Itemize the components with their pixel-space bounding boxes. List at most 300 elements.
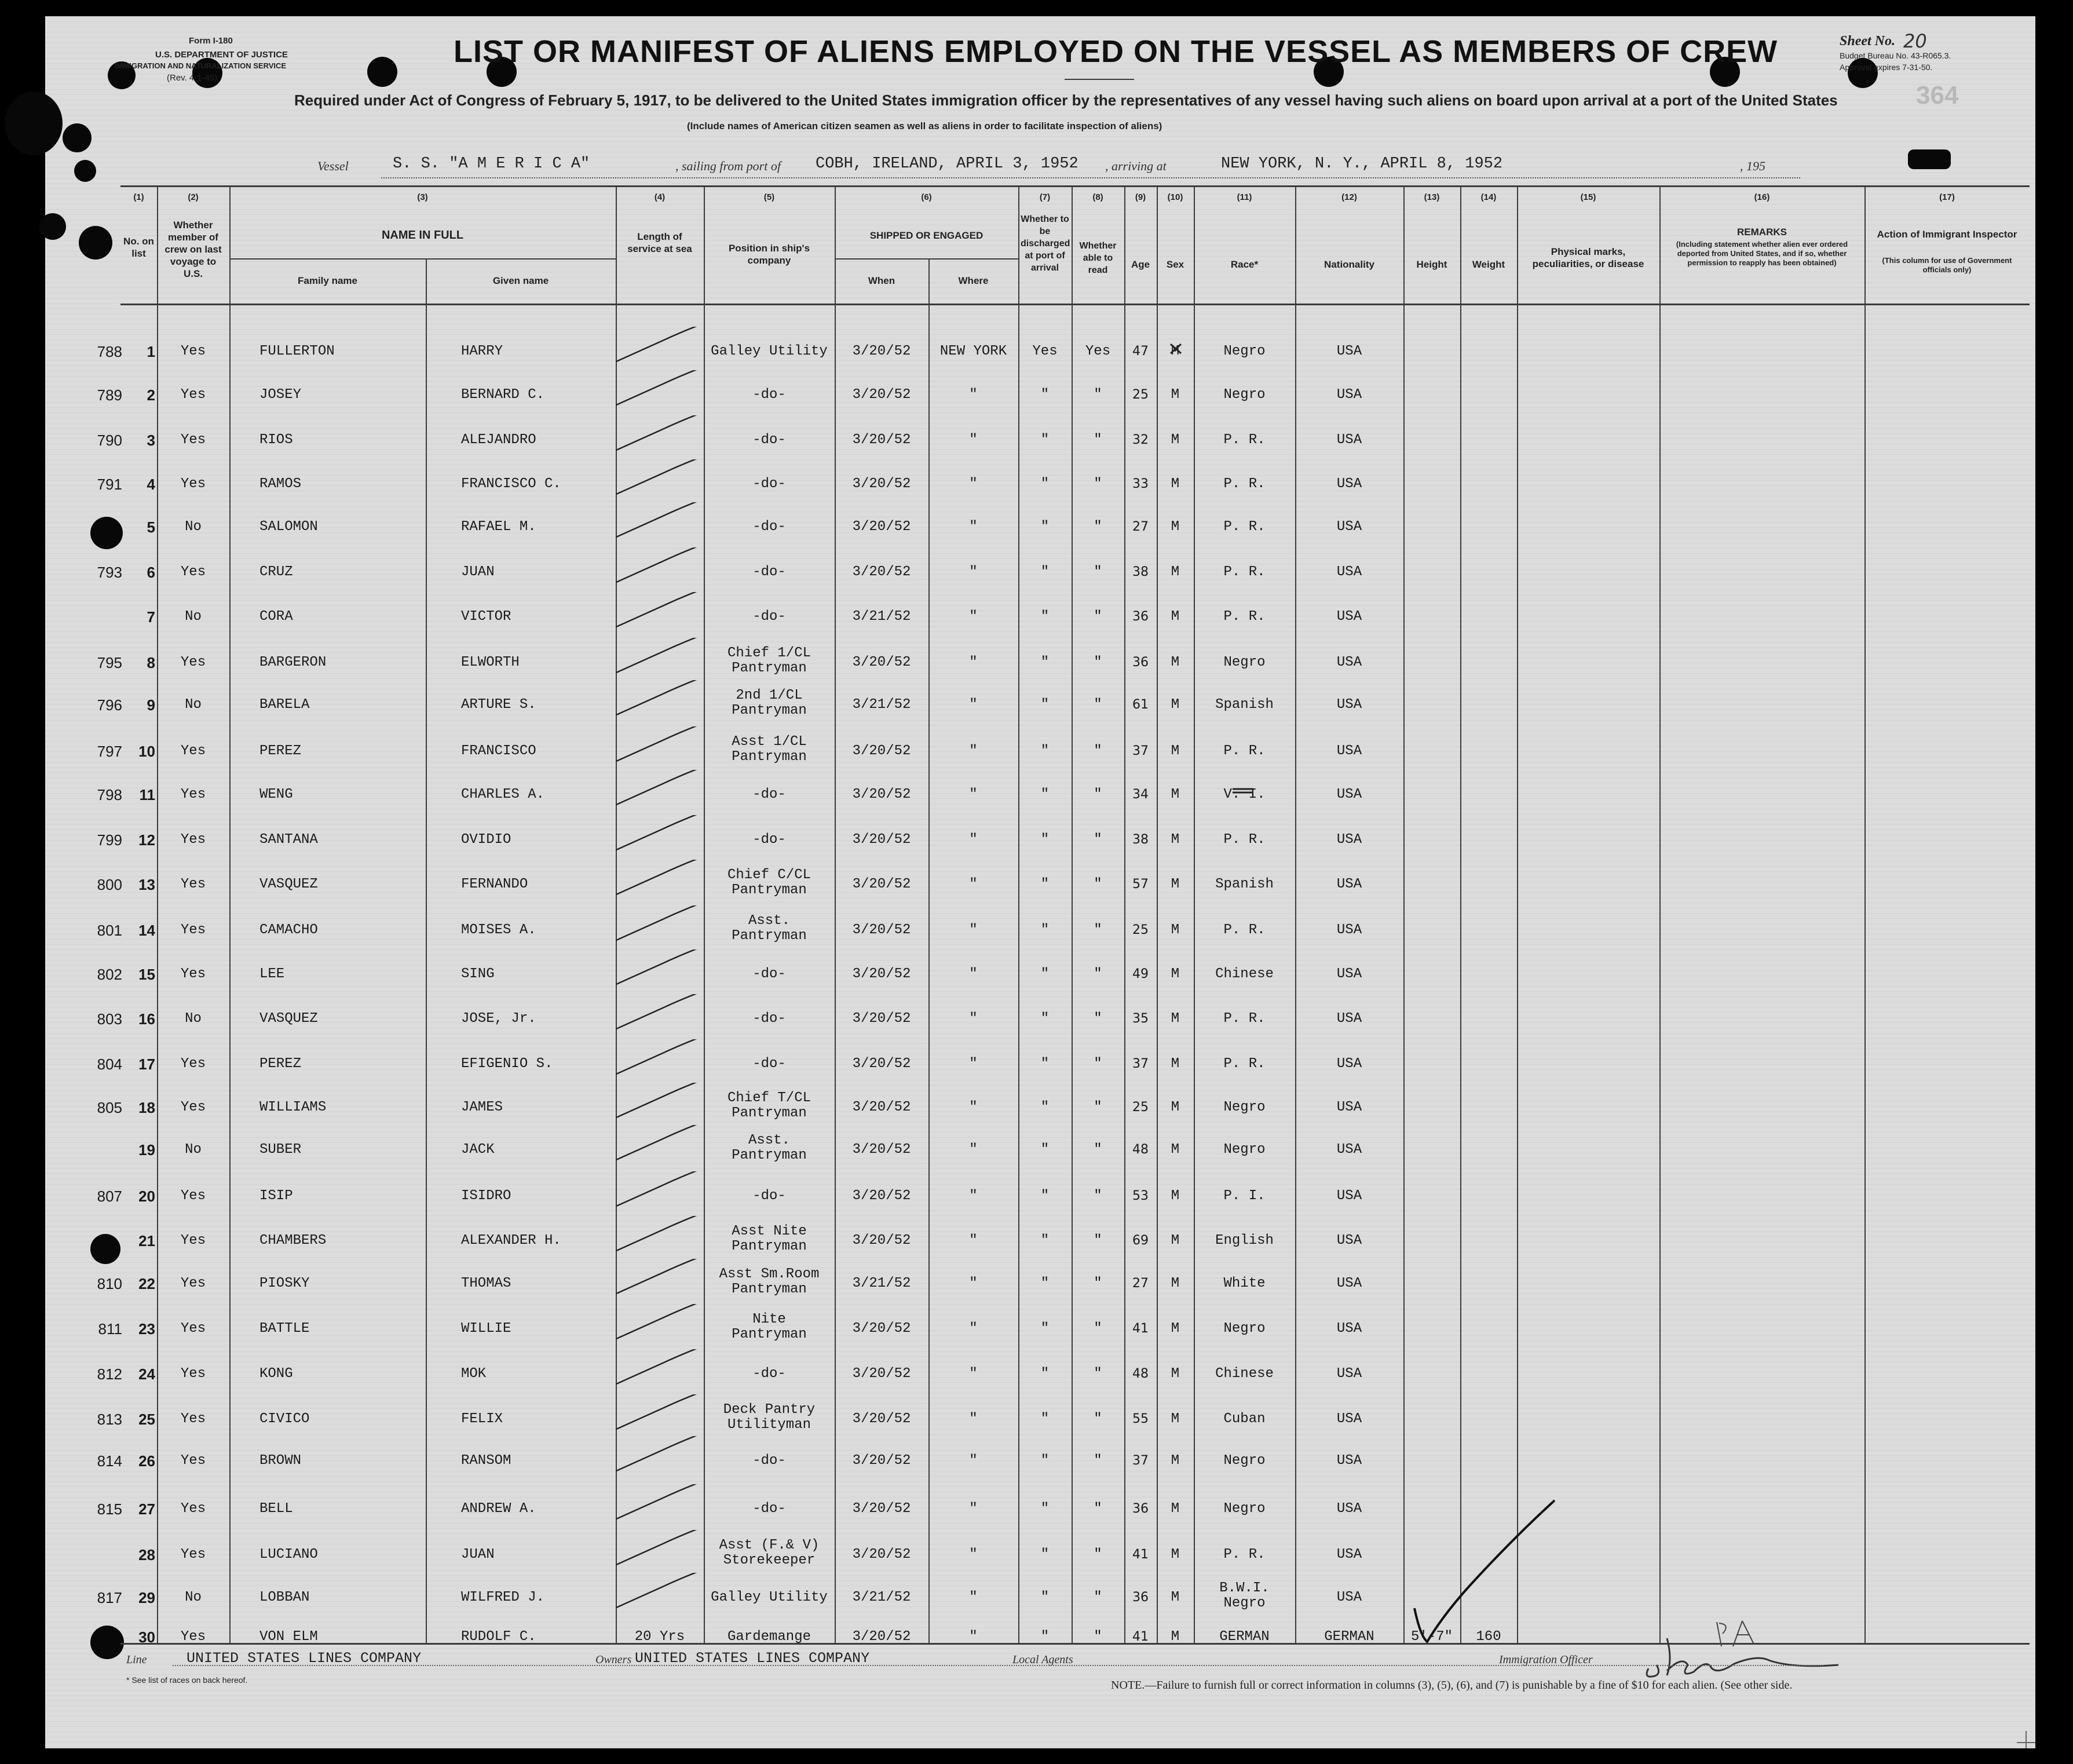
last-voyage-cell: Yes — [180, 564, 206, 580]
age-cell: 36 — [1132, 1502, 1149, 1516]
margin-number: 801 — [97, 922, 122, 939]
margin-number: 791 — [97, 476, 122, 493]
able-to-read-cell: " — [1094, 697, 1102, 713]
family-name-cell: CRUZ — [259, 564, 293, 580]
age-cell: 61 — [1132, 697, 1149, 712]
sex-cell: M — [1171, 432, 1180, 448]
footer-underline — [173, 1665, 1823, 1666]
nationality-cell: USA — [1336, 1321, 1362, 1336]
margin-number: 798 — [97, 786, 122, 804]
position-cell: Chief 1/CL Pantryman — [727, 645, 811, 676]
vessel-label: Vessel — [317, 159, 349, 173]
shipped-when-cell: 3/20/52 — [852, 1453, 911, 1469]
nationality-cell: USA — [1336, 1366, 1362, 1382]
last-voyage-cell: Yes — [180, 387, 206, 403]
shipped-where-cell: " — [969, 1590, 978, 1605]
shipped-where-cell: " — [969, 1276, 978, 1291]
discharged-cell: " — [1040, 832, 1050, 848]
discharged-cell: " — [1040, 1453, 1050, 1469]
race-cell: B.W.I. Negro — [1219, 1580, 1270, 1611]
family-name-cell: FULLERTON — [259, 344, 335, 359]
discharged-cell: " — [1040, 1590, 1050, 1605]
shipped-when-cell: 3/20/52 — [852, 1411, 911, 1427]
last-voyage-cell: Yes — [180, 876, 206, 892]
position-cell: Chief C/CL Pantryman — [727, 867, 811, 898]
row-number: 1 — [147, 343, 155, 360]
col-num-7: (7) — [1039, 192, 1051, 202]
race-cell: GERMAN — [1219, 1629, 1270, 1645]
col-num-9: (9) — [1135, 192, 1146, 202]
last-voyage-cell: Yes — [180, 1321, 206, 1336]
able-to-read-cell: " — [1094, 1629, 1102, 1645]
row-number: 28 — [138, 1546, 155, 1564]
shipped-when-cell: 3/20/52 — [852, 564, 911, 580]
col-num-12: (12) — [1341, 192, 1357, 202]
given-name-cell: JOSE, Jr. — [461, 1011, 536, 1027]
family-name-cell: LUCIANO — [259, 1547, 318, 1562]
race-cell: P. R. — [1223, 519, 1266, 535]
able-to-read-cell: " — [1094, 432, 1102, 448]
given-name-cell: RAFAEL M. — [461, 519, 536, 535]
nationality-cell: USA — [1336, 387, 1362, 403]
col-header-position: Position in ship's company — [728, 243, 810, 266]
position-cell: Asst Nite Pantryman — [732, 1224, 807, 1254]
nationality-cell: USA — [1336, 1142, 1362, 1157]
last-voyage-cell: No — [185, 519, 202, 535]
position-cell: -do- — [752, 1056, 786, 1072]
last-voyage-cell: No — [185, 1590, 202, 1605]
able-to-read-cell: " — [1094, 1547, 1102, 1562]
sex-cell: M — [1171, 1453, 1180, 1469]
given-name-cell: BERNARD C. — [461, 387, 545, 403]
race-cell: Cuban — [1223, 1411, 1266, 1427]
nationality-cell: USA — [1336, 1233, 1362, 1248]
shipped-when-cell: 3/20/52 — [852, 832, 911, 848]
col-num-17: (17) — [1939, 192, 1955, 202]
position-cell: Nite Pantryman — [732, 1312, 807, 1342]
given-name-cell: MOK — [461, 1366, 487, 1382]
race-cell: Negro — [1223, 1501, 1266, 1517]
given-name-cell: HARRY — [461, 344, 503, 359]
position-cell: -do- — [752, 1501, 786, 1517]
nationality-cell: USA — [1336, 564, 1362, 580]
col-num-8: (8) — [1092, 192, 1103, 202]
sailing-port: COBH, IRELAND, APRIL 3, 1952 — [816, 155, 1078, 173]
margin-number: 804 — [97, 1056, 122, 1073]
col-num-11: (11) — [1237, 192, 1252, 202]
position-cell: -do- — [752, 1366, 786, 1382]
shipped-when-cell: 3/20/52 — [852, 876, 911, 892]
shipped-where-cell: " — [969, 476, 978, 492]
race-cell: P. R. — [1223, 476, 1266, 492]
sex-cell: M — [1171, 655, 1180, 670]
shipped-where-cell: " — [969, 1453, 978, 1469]
shipped-where-cell: " — [969, 432, 978, 448]
age-cell: 47 — [1132, 344, 1149, 359]
service-cell: 20 Yrs — [634, 1629, 685, 1645]
able-to-read-cell: " — [1094, 922, 1102, 938]
shipped-when-cell: 3/20/52 — [852, 344, 911, 359]
nationality-cell: USA — [1336, 1011, 1362, 1027]
able-to-read-cell: " — [1094, 743, 1102, 759]
row-number: 2 — [147, 386, 155, 404]
age-cell: 25 — [1132, 388, 1149, 402]
family-name-cell: ISIP — [259, 1188, 293, 1204]
margin-number: 793 — [97, 564, 122, 581]
margin-number: 795 — [97, 654, 122, 671]
able-to-read-cell: " — [1094, 655, 1102, 670]
shipped-where-cell: " — [969, 876, 978, 892]
nationality-cell: USA — [1336, 787, 1362, 802]
family-name-cell: SALOMON — [259, 519, 318, 535]
race-cell: Negro — [1223, 1321, 1266, 1336]
family-name-cell: CORA — [259, 609, 293, 624]
given-name-cell: FRANCISCO C. — [461, 476, 561, 492]
race-cell: Negro — [1223, 344, 1266, 359]
margin-number: 802 — [97, 966, 122, 983]
nationality-cell: USA — [1336, 876, 1362, 892]
shipped-when-cell: 3/20/52 — [852, 1547, 911, 1562]
row-number: 20 — [138, 1188, 155, 1205]
age-cell: 57 — [1132, 877, 1149, 892]
sex-cell: M — [1171, 1142, 1180, 1157]
col-header-sex: Sex — [1166, 259, 1184, 270]
given-name-cell: SING — [461, 966, 495, 982]
last-voyage-cell: Yes — [180, 1100, 206, 1115]
position-cell: 2nd 1/CL Pantryman — [732, 688, 807, 718]
sex-cell: M — [1171, 1411, 1180, 1427]
sex-cell: M — [1171, 476, 1180, 492]
family-name-cell: WENG — [259, 787, 293, 802]
row-number: 12 — [138, 831, 155, 849]
shipped-where-cell: " — [969, 743, 978, 759]
nationality-cell: USA — [1336, 966, 1362, 982]
position-cell: Asst 1/CL Pantryman — [732, 734, 807, 765]
row-number: 30 — [138, 1628, 155, 1646]
position-cell: -do- — [752, 432, 786, 448]
shipped-where-cell: " — [969, 1100, 978, 1115]
row-number: 22 — [138, 1275, 155, 1292]
col-header-nationality: Nationality — [1324, 259, 1374, 270]
shipped-where-cell: " — [969, 1011, 978, 1027]
sex-cell: M — [1171, 1590, 1180, 1605]
sex-cell: M — [1171, 387, 1180, 403]
shipped-when-cell: 3/20/52 — [852, 1233, 911, 1248]
able-to-read-cell: " — [1094, 1056, 1102, 1072]
nationality-cell: USA — [1336, 832, 1362, 848]
age-cell: 49 — [1132, 967, 1149, 981]
family-name-cell: JOSEY — [259, 387, 302, 403]
shipped-when-cell: 3/20/52 — [852, 387, 911, 403]
sex-cell: M — [1171, 787, 1180, 802]
shipped-when-cell: 3/20/52 — [852, 432, 911, 448]
age-cell: 53 — [1132, 1189, 1149, 1203]
col-num-5: (5) — [763, 192, 775, 202]
discharged-cell: " — [1040, 1501, 1050, 1517]
row-number: 7 — [147, 608, 155, 626]
discharged-cell: " — [1040, 564, 1050, 580]
last-voyage-cell: Yes — [180, 787, 206, 802]
race-cell: P. I. — [1223, 1188, 1266, 1204]
race-cell: Chinese — [1215, 966, 1274, 982]
able-to-read-cell: " — [1094, 1011, 1102, 1027]
race-cell: P. R. — [1223, 609, 1266, 624]
page-title: LIST OR MANIFEST OF ALIENS EMPLOYED ON THE VESSEL AS MEMBERS OF CREW — [454, 34, 1778, 69]
race-cell: Negro — [1223, 1453, 1266, 1469]
col-header-remarks: REMARKS — [1737, 227, 1787, 238]
race-cell: Negro — [1223, 1100, 1266, 1115]
row-number: 18 — [138, 1099, 155, 1116]
margin-number: 797 — [97, 743, 122, 760]
race-cell: Negro — [1223, 387, 1266, 403]
family-name-cell: BARGERON — [259, 655, 327, 670]
row-number: 16 — [138, 1010, 155, 1028]
family-name-cell: RIOS — [259, 432, 293, 448]
col-num-13: (13) — [1424, 192, 1440, 202]
family-name-cell: BROWN — [259, 1453, 302, 1469]
age-cell: 37 — [1132, 1057, 1149, 1071]
discharged-cell: " — [1040, 697, 1050, 713]
col-header-where: Where — [958, 275, 989, 286]
row-number: 23 — [138, 1320, 155, 1338]
given-name-cell: JAMES — [461, 1100, 503, 1115]
owners-label: Owners — [595, 1653, 632, 1666]
discharged-cell: Yes — [1032, 344, 1058, 359]
nationality-cell: USA — [1336, 697, 1362, 713]
nationality-cell: USA — [1336, 344, 1362, 359]
family-name-cell: CHAMBERS — [259, 1233, 327, 1248]
margin-number: 788 — [97, 343, 122, 360]
nationality-cell: USA — [1336, 1188, 1362, 1204]
shipped-where-cell: " — [969, 832, 978, 848]
sex-cell: M — [1171, 564, 1180, 580]
able-to-read-cell: " — [1094, 1453, 1102, 1469]
shipped-when-cell: 3/20/52 — [852, 1501, 911, 1517]
nationality-cell: USA — [1336, 1056, 1362, 1072]
initials-mark — [1717, 1621, 1754, 1646]
discharged-cell: " — [1040, 743, 1050, 759]
discharged-cell: " — [1040, 922, 1050, 938]
able-to-read-cell: " — [1094, 832, 1102, 848]
sex-cell: M — [1171, 966, 1180, 982]
col-header-shipped: SHIPPED OR ENGAGED — [869, 230, 984, 241]
col-num-16: (16) — [1754, 192, 1770, 202]
discharged-cell: " — [1040, 1233, 1050, 1248]
col-num-2: (2) — [188, 192, 199, 202]
col-header-age: Age — [1131, 259, 1150, 270]
family-name-cell: BATTLE — [259, 1321, 310, 1336]
age-cell: 36 — [1132, 1590, 1149, 1605]
row-number: 27 — [138, 1500, 155, 1518]
age-cell: 27 — [1132, 1276, 1149, 1291]
position-cell: Deck Pantry Utilityman — [723, 1402, 816, 1433]
department: U.S. DEPARTMENT OF JUSTICE — [155, 50, 288, 60]
agents-label: Local Agents — [1012, 1653, 1073, 1666]
shipped-where-cell: " — [969, 1629, 978, 1645]
nationality-cell: USA — [1336, 1411, 1362, 1427]
margin-number: 817 — [97, 1589, 122, 1606]
race-cell: P. R. — [1223, 922, 1266, 938]
shipped-when-cell: 3/20/52 — [852, 787, 911, 802]
given-name-cell: ELWORTH — [461, 655, 520, 670]
shipped-where-cell: " — [969, 1411, 978, 1427]
position-cell: Gardemange — [727, 1629, 811, 1645]
officer-label: Immigration Officer — [1499, 1653, 1593, 1666]
given-name-cell: VICTOR — [461, 609, 511, 624]
arrival-port: NEW YORK, N. Y., APRIL 8, 1952 — [1221, 155, 1503, 173]
family-name-cell: WILLIAMS — [259, 1100, 327, 1115]
shipped-where-cell: " — [969, 1366, 978, 1382]
sex-cell: M — [1171, 743, 1180, 759]
discharged-cell: " — [1040, 1276, 1050, 1291]
family-name-cell: SUBER — [259, 1142, 302, 1157]
nationality-cell: USA — [1336, 922, 1362, 938]
col-header-last-voyage: Whether member of crew on last voyage to U.S. — [164, 220, 222, 279]
margin-number: 790 — [97, 432, 122, 449]
given-name-cell: CHARLES A. — [461, 787, 545, 802]
family-name-cell: KONG — [259, 1366, 293, 1382]
able-to-read-cell: " — [1094, 787, 1102, 802]
last-voyage-cell: Yes — [180, 832, 206, 848]
given-name-cell: JUAN — [461, 564, 495, 580]
discharged-cell: " — [1040, 1411, 1050, 1427]
position-cell: -do- — [752, 387, 786, 403]
last-voyage-cell: Yes — [180, 1411, 206, 1427]
col-header-remarks-note: (Including statement whether alien ever ordered deported from United States, and if so, whether permission to reapply has been obtained) — [1676, 240, 1848, 267]
age-cell: 25 — [1132, 923, 1149, 937]
owners-company: UNITED STATES LINES COMPANY — [635, 1650, 870, 1667]
revision: (Rev. 4-1-45) — [167, 73, 218, 83]
shipped-where-cell: " — [969, 1188, 978, 1204]
col-header-inspector-note: (This column for use of Government officials only) — [1882, 256, 2012, 274]
nationality-cell: USA — [1336, 519, 1362, 535]
race-cell: V. I. — [1223, 787, 1266, 802]
shipped-when-cell: 3/20/52 — [852, 1011, 911, 1027]
given-name-cell: FELIX — [461, 1411, 503, 1427]
shipped-when-cell: 3/21/52 — [852, 1590, 911, 1605]
col-header-name: NAME IN FULL — [381, 229, 464, 242]
sailing-label: , sailing from port of — [675, 159, 781, 173]
last-voyage-cell: No — [185, 697, 202, 713]
last-voyage-cell: Yes — [180, 922, 206, 938]
row-number: 29 — [138, 1589, 155, 1606]
sex-cell: M — [1171, 609, 1180, 624]
family-name-cell: PEREZ — [259, 1056, 302, 1072]
race-strikeout-mark — [1233, 789, 1253, 792]
arriving-label: , arriving at — [1105, 159, 1167, 173]
age-cell: 41 — [1132, 1321, 1149, 1336]
shipped-when-cell: 3/20/52 — [852, 1366, 911, 1382]
margin-number: 800 — [97, 876, 122, 893]
nationality-cell: USA — [1336, 655, 1362, 670]
given-name-cell: MOISES A. — [461, 922, 536, 938]
last-voyage-cell: No — [185, 1142, 202, 1157]
shipped-where-cell: " — [969, 1321, 978, 1336]
able-to-read-cell: " — [1094, 1188, 1102, 1204]
able-to-read-cell: " — [1094, 876, 1102, 892]
col-header-when: When — [868, 275, 895, 286]
subtitle: Required under Act of Congress of February 5, 1917, to be delivered to the United States immigration officer by the representatives of any vessel having such aliens on board upon arrival at a port of the United States — [294, 92, 1838, 109]
race-cell: English — [1215, 1233, 1274, 1248]
nationality-cell: USA — [1336, 476, 1362, 492]
col-num-10: (10) — [1167, 192, 1183, 202]
row-number: 24 — [138, 1365, 155, 1383]
last-voyage-cell: Yes — [180, 1056, 206, 1072]
discharged-cell: " — [1040, 655, 1050, 670]
able-to-read-cell: " — [1094, 609, 1102, 624]
row-number: 5 — [147, 518, 155, 536]
height-cell: 5'-7" — [1410, 1629, 1453, 1645]
age-cell: 55 — [1132, 1412, 1149, 1426]
margin-number: 807 — [97, 1188, 122, 1205]
nationality-cell: USA — [1336, 743, 1362, 759]
position-cell: -do- — [752, 476, 786, 492]
row-number: 26 — [138, 1452, 155, 1470]
last-voyage-cell: No — [185, 609, 202, 624]
include-note: (Include names of American citizen seamen as well as aliens in order to facilitate inspection of aliens) — [687, 120, 1162, 132]
shipped-where-cell: " — [969, 966, 978, 982]
sex-cell: M — [1171, 922, 1180, 938]
race-cell: P. R. — [1223, 832, 1266, 848]
age-cell: 41 — [1132, 1630, 1149, 1644]
row-number: 9 — [147, 696, 155, 714]
discharged-cell: " — [1040, 519, 1050, 535]
able-to-read-cell: " — [1094, 1233, 1102, 1248]
approval-expiry: Approval expires 7-31-50. — [1840, 63, 1933, 72]
shipped-when-cell: 3/20/52 — [852, 476, 911, 492]
position-cell: Asst. Pantryman — [732, 1133, 807, 1163]
shipped-where-cell: " — [969, 697, 978, 713]
race-cell: White — [1223, 1276, 1266, 1291]
margin-number: 803 — [97, 1010, 122, 1028]
row-number: 21 — [138, 1232, 155, 1250]
col-num-14: (14) — [1480, 192, 1497, 202]
row-number: 3 — [147, 432, 155, 449]
nationality-cell: USA — [1336, 1501, 1362, 1517]
margin-number: 799 — [97, 831, 122, 849]
age-cell: 32 — [1132, 433, 1149, 447]
age-correction-mark — [1171, 344, 1181, 353]
manifest-sheet — [45, 16, 2035, 1748]
race-cell: P. R. — [1223, 564, 1266, 580]
weight-cell: 160 — [1476, 1629, 1501, 1645]
age-cell: 36 — [1132, 609, 1149, 624]
age-cell: 33 — [1132, 477, 1149, 491]
able-to-read-cell: " — [1094, 564, 1102, 580]
given-name-cell: RUDOLF C. — [461, 1629, 536, 1645]
shipped-when-cell: 3/20/52 — [852, 519, 911, 535]
age-cell: 69 — [1132, 1233, 1149, 1248]
col-num-1: (1) — [133, 192, 144, 202]
position-cell: -do- — [752, 1453, 786, 1469]
col-header-inspector: Action of Immigrant Inspector — [1877, 229, 2017, 240]
race-cell: P. R. — [1223, 1056, 1266, 1072]
family-name-cell: RAMOS — [259, 476, 302, 492]
age-cell: 27 — [1132, 520, 1149, 534]
line-label: Line — [126, 1653, 147, 1666]
last-voyage-cell: Yes — [180, 1276, 206, 1291]
sheet-number: 20 — [1903, 30, 1927, 52]
margin-number: 789 — [97, 386, 122, 404]
discharged-cell: " — [1040, 1366, 1050, 1382]
age-cell: 38 — [1132, 832, 1149, 847]
sex-cell: M — [1171, 519, 1180, 535]
col-num-15: (15) — [1580, 192, 1596, 202]
discharged-cell: " — [1040, 1629, 1050, 1645]
position-cell: Asst. Pantryman — [732, 913, 807, 944]
discharged-cell: " — [1040, 966, 1050, 982]
sheet-label: Sheet No. — [1840, 34, 1895, 49]
